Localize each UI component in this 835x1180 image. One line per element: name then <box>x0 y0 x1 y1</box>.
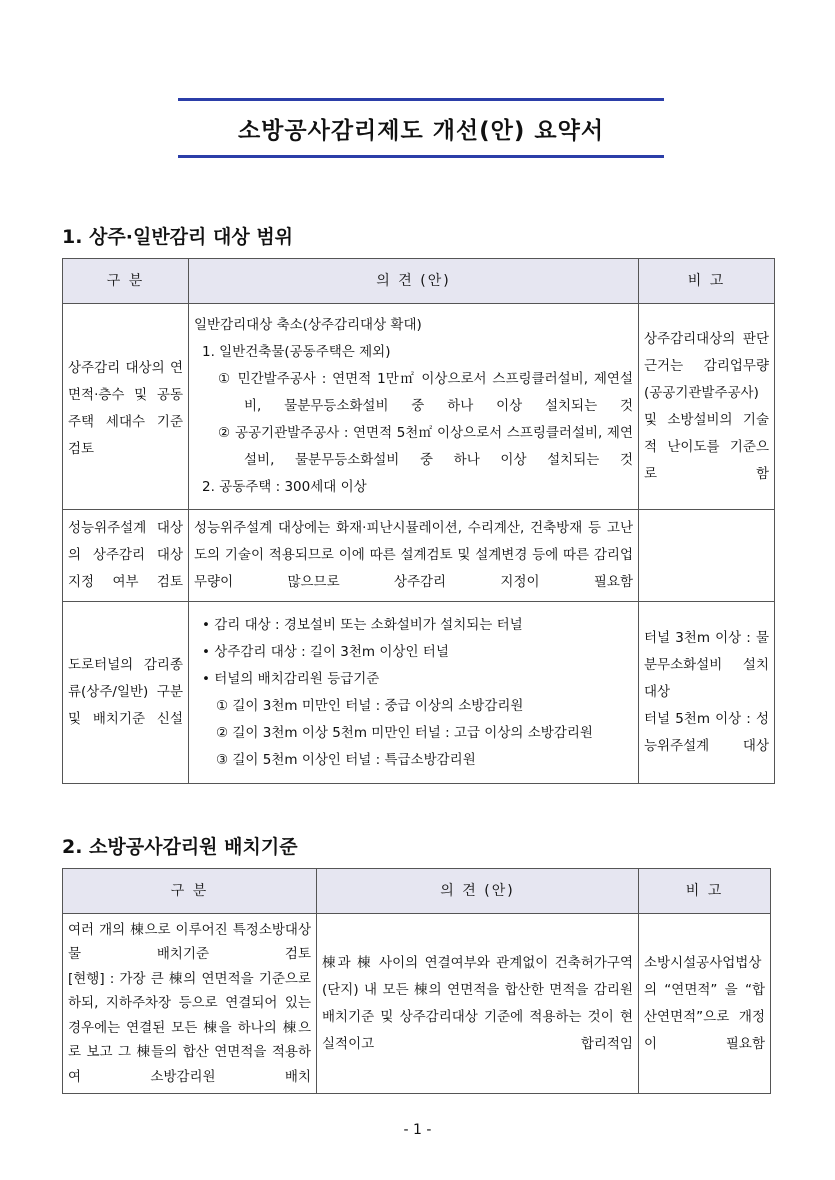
section1-header-row <box>63 259 775 304</box>
section2-header-note: 비 고 <box>639 869 771 914</box>
section1-row3-sub2: ② 길이 3천m 이상 5천m 미만인 터널 : 고급 이상의 소방감리원 <box>216 724 593 741</box>
section1-row2-opinion: 성능위주설계 대상에는 화재·피난시뮬레이션, 수리계산, 건축방재 등 고난도의 기술이 적용되므로 이에 따른 설계검토 및 설계변경 등에 따른 감리업무량이 많으므로 상주감리 지정이 필요함 <box>189 510 639 602</box>
section2-header-category: 구 분 <box>63 869 317 914</box>
section2-row1-opinion: 棟과 棟 사이의 연결여부와 관계없이 건축허가구역(단지) 내 모든 棟의 연면적을 합산한 면적을 감리원배치기준 및 상주감리대상 기준에 적용하는 것이 현실적이고 합리적임 <box>317 914 639 1094</box>
title-box <box>178 98 664 158</box>
page-number: - 1 - <box>403 1122 432 1138</box>
section1-row3-sub1: ① 길이 3천m 미만인 터널 : 중급 이상의 소방감리원 <box>216 697 524 714</box>
section1-row1-item2: 2. 공동주택 : 300세대 이상 <box>202 479 367 495</box>
section2-row1-note: 소방시설공사업법상의 “연면적” 을 “합산연면적”으로 개정이 필요함 <box>639 914 771 1094</box>
section1-row3-note1: 터널 3천m 이상 : 물분무소화설비 설치 대상 <box>644 630 769 700</box>
section1-row2-category: 성능위주설계 대상의 상주감리 대상 지정 여부 검토 <box>63 510 189 602</box>
section1-row3-note <box>639 602 775 784</box>
section1-row-2 <box>63 510 775 602</box>
section1-row1-opinion <box>189 304 639 510</box>
section2-row1-category-current: [현행] : 가장 큰 棟의 연면적을 기준으로 하되, 지하주차장 등으로 연결되어 있는 경우에는 연결된 모든 棟을 하나의 棟으로 보고 그 棟들의 합산 연면적을 적용하여 소방감리원 배치 <box>68 970 311 1085</box>
page-title: 소방공사감리제도 개선(안) 요약서 <box>237 117 605 144</box>
section1-header-opinion: 의 견 (안) <box>189 259 639 304</box>
section2-row-1 <box>63 914 771 1094</box>
section1-row3-bullet3: • 터널의 배치감리원 등급기준 <box>202 670 380 687</box>
section1-heading: 1. 상주·일반감리 대상 범위 <box>62 226 294 248</box>
section1-row1-opinion-title: 일반감리대상 축소(상주감리대상 확대) <box>194 317 422 333</box>
section1-header-note: 비 고 <box>639 259 775 304</box>
section2-header-opinion: 의 견 (안) <box>317 869 639 914</box>
section1-row-1 <box>63 304 775 510</box>
section1-table <box>62 258 775 784</box>
section1-row-3 <box>63 602 775 784</box>
section1-row3-bullet2: • 상주감리 대상 : 길이 3천m 이상인 터널 <box>202 643 449 660</box>
section2-header-row <box>63 869 771 914</box>
section2-heading: 2. 소방공사감리원 배치기준 <box>62 836 298 858</box>
section1-row1-sub2: ② 공공기관발주공사 : 연면적 5천㎡ 이상으로서 스프링클러설비, 제연설비, 물분무등소화설비 중 하나 이상 설치되는 것 <box>218 425 633 468</box>
section1-row3-bullet1: • 감리 대상 : 경보설비 또는 소화설비가 설치되는 터널 <box>202 616 523 633</box>
section2-row1-category <box>63 914 317 1094</box>
section1-row3-category: 도로터널의 감리종류(상주/일반) 구분 및 배치기준 신설 <box>63 602 189 784</box>
section1-row1-category: 상주감리 대상의 연면적·층수 및 공동주택 세대수 기준 검토 <box>63 304 189 510</box>
section1-row1-item1: 1. 일반건축물(공동주택은 제외) <box>202 344 391 360</box>
section1-row3-sub3: ③ 길이 5천m 이상인 터널 : 특급소방감리원 <box>216 751 476 768</box>
section2-table <box>62 868 771 1094</box>
section1-row3-opinion <box>189 602 639 784</box>
section1-row1-note: 상주감리대상의 판단근거는 감리업무량(공공기관발주공사) 및 소방설비의 기술적 난이도를 기준으로 함 <box>639 304 775 510</box>
section2-row1-category-title: 여러 개의 棟으로 이루어진 특정소방대상물 배치기준 검토 <box>68 921 311 963</box>
section1-header-category: 구 분 <box>63 259 189 304</box>
section1-row3-note2: 터널 5천m 이상 : 성능위주설계 대상 <box>644 711 769 754</box>
section1-row2-note <box>639 510 775 602</box>
section1-row1-sub1: ① 민간발주공사 : 연면적 1만㎡ 이상으로서 스프링클러설비, 제연설비, 물분무등소화설비 중 하나 이상 설치되는 것 <box>218 371 633 414</box>
